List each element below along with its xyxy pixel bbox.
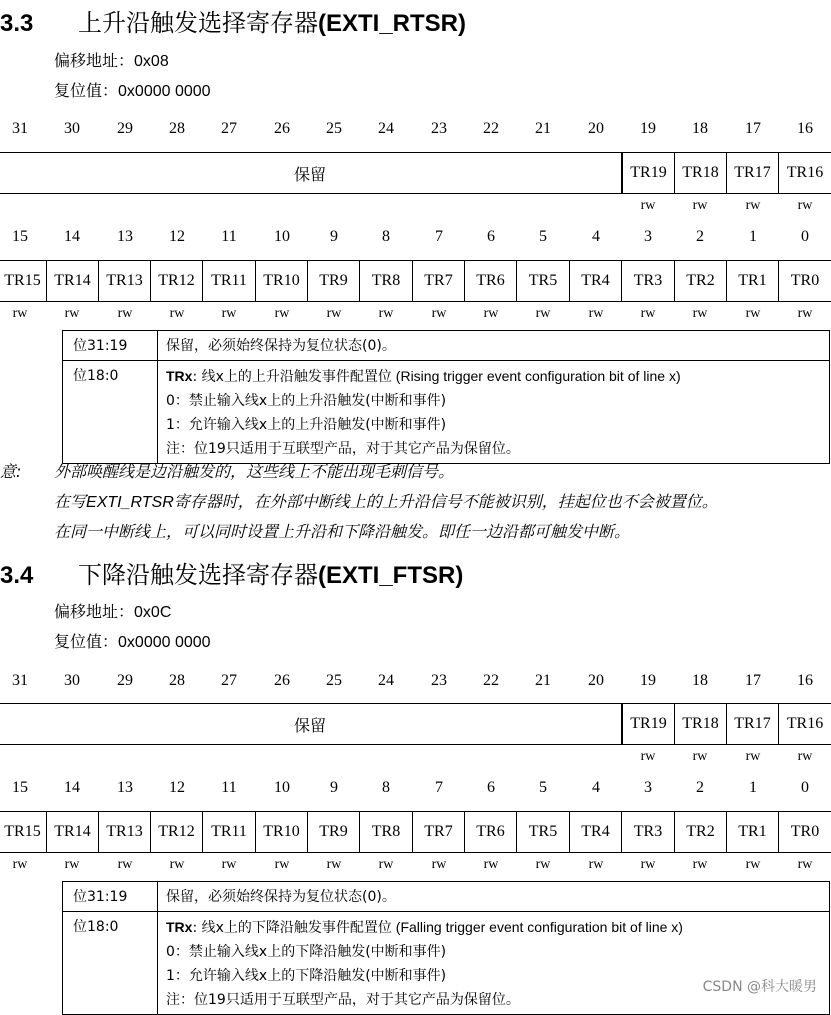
access-type: rw — [692, 857, 708, 872]
bit-number: 5 — [539, 228, 547, 245]
bit-number: 17 — [745, 672, 761, 689]
access-type: rw — [745, 198, 761, 213]
description-line: 1：允许输入线x上的下降沿触发(中断和事件) — [166, 968, 447, 984]
access-type: rw — [431, 857, 447, 872]
bit-number: 14 — [64, 779, 80, 796]
reserved-field: 保留 — [0, 152, 622, 194]
description-title — [166, 915, 823, 940]
access-type: rw — [535, 306, 551, 321]
bit-field-tr9: TR9 — [307, 811, 360, 853]
bit-description: 保留，必须始终保持为复位状态(0)。 — [158, 331, 830, 361]
section-name: 上升沿触发选择寄存器 — [78, 9, 318, 37]
bit-number: 15 — [12, 779, 28, 796]
bit-field-tr3: TR3 — [621, 260, 675, 302]
bit-number: 22 — [483, 120, 499, 137]
bit-number: 4 — [592, 228, 600, 245]
reset-value — [54, 629, 211, 652]
offset-label: 偏移地址： — [54, 51, 135, 70]
bit-number: 18 — [692, 120, 708, 137]
table-row — [63, 912, 830, 1015]
access-type: rw — [745, 306, 761, 321]
bit-field-tr11: TR11 — [202, 260, 256, 302]
access-type: rw — [483, 306, 499, 321]
access-type: rw — [692, 198, 708, 213]
bit-field-tr10: TR10 — [255, 811, 308, 853]
bit-number: 13 — [117, 779, 133, 796]
access-type: rw — [797, 306, 813, 321]
section-name: 下降沿触发选择寄存器 — [78, 561, 318, 589]
note-line: 外部唤醒线是边沿触发的，这些线上不能出现毛刺信号。 — [54, 462, 455, 481]
bit-field-tr13: TR13 — [98, 811, 151, 853]
bit-field-tr18: TR18 — [674, 703, 727, 745]
bit-number: 12 — [169, 228, 185, 245]
bit-number: 25 — [326, 120, 342, 137]
bit-field-tr4: TR4 — [569, 260, 622, 302]
bit-number: 13 — [117, 228, 133, 245]
field-title-english: (Rising trigger event configuration bit of line x) — [391, 368, 681, 384]
bit-number: 1 — [749, 228, 757, 245]
reset-label: 复位值： — [54, 81, 119, 100]
field-title: : 线x上的下降沿触发事件配置位 — [192, 920, 392, 936]
access-type: rw — [117, 857, 133, 872]
note-line: 在同一中断线上，可以同时设置上升沿和下降沿触发。即任一边沿都可触发中断。 — [54, 522, 631, 541]
bit-number: 30 — [64, 672, 80, 689]
bit-number: 8 — [382, 779, 390, 796]
access-type: rw — [797, 198, 813, 213]
bit-number: 24 — [378, 672, 394, 689]
bit-field-tr3: TR3 — [621, 811, 675, 853]
reset-value-text: 0x0000 0000 — [118, 634, 211, 651]
description-title — [166, 364, 823, 389]
bit-field-tr5: TR5 — [516, 811, 570, 853]
bit-field-tr7: TR7 — [412, 811, 465, 853]
access-type: rw — [692, 749, 708, 764]
bit-field-tr19: TR19 — [622, 152, 675, 194]
bit-field-tr14: TR14 — [46, 260, 99, 302]
bit-number: 9 — [330, 779, 338, 796]
bit-number: 7 — [435, 228, 443, 245]
access-type: rw — [797, 857, 813, 872]
bit-field-tr2: TR2 — [674, 811, 727, 853]
bit-field-tr12: TR12 — [150, 260, 203, 302]
bit-number: 30 — [64, 120, 80, 137]
bit-number: 24 — [378, 120, 394, 137]
bit-number: 2 — [696, 228, 704, 245]
table-row — [63, 882, 830, 912]
access-type: rw — [692, 306, 708, 321]
access-type: rw — [745, 749, 761, 764]
bit-number: 16 — [797, 120, 813, 137]
bit-number: 31 — [12, 120, 28, 137]
bit-field-tr0: TR0 — [778, 811, 831, 853]
access-type: rw — [64, 306, 80, 321]
bit-field-tr8: TR8 — [359, 811, 413, 853]
bit-number: 27 — [221, 672, 237, 689]
section-title — [0, 3, 466, 38]
access-type: rw — [797, 749, 813, 764]
bit-number: 21 — [535, 672, 551, 689]
table-row — [63, 331, 830, 361]
bit-number: 23 — [431, 672, 447, 689]
bit-number: 7 — [435, 779, 443, 796]
table-row — [63, 361, 830, 464]
bit-range: 位31:19 — [63, 882, 158, 912]
reset-value-text: 0x0000 0000 — [118, 83, 211, 100]
bit-number: 19 — [640, 120, 656, 137]
access-type: rw — [12, 306, 28, 321]
bit-number: 0 — [801, 779, 809, 796]
bit-number: 26 — [274, 120, 290, 137]
bit-range: 位18:0 — [63, 361, 158, 464]
bit-field-tr17: TR17 — [726, 703, 779, 745]
bit-number: 11 — [221, 228, 237, 245]
bit-field-tr14: TR14 — [46, 811, 99, 853]
bit-field-tr2: TR2 — [674, 260, 727, 302]
bit-number: 20 — [588, 672, 604, 689]
offset-value: 0x0C — [134, 604, 172, 621]
access-type: rw — [221, 857, 237, 872]
bit-number: 8 — [382, 228, 390, 245]
bit-field-tr6: TR6 — [464, 260, 517, 302]
note-text: 在写 — [54, 492, 87, 511]
access-type: rw — [431, 306, 447, 321]
access-type: rw — [483, 857, 499, 872]
bit-number: 2 — [696, 779, 704, 796]
bit-number: 20 — [588, 120, 604, 137]
note-label: 意: — [0, 462, 22, 481]
bit-number: 15 — [12, 228, 28, 245]
offset-label: 偏移地址： — [54, 602, 135, 621]
field-name: TRx — [166, 919, 193, 935]
access-type: rw — [117, 306, 133, 321]
bit-range: 位31:19 — [63, 331, 158, 361]
bit-number: 6 — [487, 228, 495, 245]
bit-field-tr18: TR18 — [674, 152, 727, 194]
access-type: rw — [588, 306, 604, 321]
bit-description: 保留，必须始终保持为复位状态(0)。 — [158, 882, 830, 912]
offset-address — [54, 48, 169, 71]
bit-number: 10 — [274, 779, 290, 796]
bit-field-tr15: TR15 — [0, 811, 47, 853]
bit-number: 12 — [169, 779, 185, 796]
access-type: rw — [640, 749, 656, 764]
access-type: rw — [378, 857, 394, 872]
field-title: : 线x上的上升沿触发事件配置位 — [192, 369, 392, 385]
access-type: rw — [64, 857, 80, 872]
reset-label: 复位值： — [54, 632, 119, 651]
offset-address — [54, 599, 171, 622]
bit-field-tr4: TR4 — [569, 811, 622, 853]
bit-number: 4 — [592, 779, 600, 796]
bit-number: 22 — [483, 672, 499, 689]
access-type: rw — [12, 857, 28, 872]
bit-number: 19 — [640, 672, 656, 689]
bit-field-tr5: TR5 — [516, 260, 570, 302]
bit-field-tr9: TR9 — [307, 260, 360, 302]
bit-number: 21 — [535, 120, 551, 137]
access-type: rw — [221, 306, 237, 321]
bit-number: 28 — [169, 120, 185, 137]
bit-number: 11 — [221, 779, 237, 796]
description-line: 注：位19只适用于互联型产品，对于其它产品为保留位。 — [166, 441, 520, 457]
access-type: rw — [169, 306, 185, 321]
description-line: 1：允许输入线x上的上升沿触发(中断和事件) — [166, 417, 447, 433]
access-type: rw — [326, 306, 342, 321]
access-type: rw — [169, 857, 185, 872]
access-type: rw — [535, 857, 551, 872]
field-name: TRx — [166, 368, 193, 384]
access-type: rw — [640, 198, 656, 213]
bit-field-tr13: TR13 — [98, 260, 151, 302]
bit-field-tr0: TR0 — [778, 260, 831, 302]
bit-number: 28 — [169, 672, 185, 689]
access-type: rw — [640, 857, 656, 872]
bit-number: 23 — [431, 120, 447, 137]
section-title — [0, 555, 463, 590]
bit-number: 5 — [539, 779, 547, 796]
bit-field-tr8: TR8 — [359, 260, 413, 302]
bit-field-tr1: TR1 — [726, 811, 779, 853]
description-line: 注：位19只适用于互联型产品，对于其它产品为保留位。 — [166, 992, 520, 1008]
bit-description — [158, 361, 830, 464]
bit-number: 14 — [64, 228, 80, 245]
access-type: rw — [274, 306, 290, 321]
bit-field-tr10: TR10 — [255, 260, 308, 302]
bit-field-tr7: TR7 — [412, 260, 465, 302]
access-type: rw — [378, 306, 394, 321]
bit-number: 26 — [274, 672, 290, 689]
note-text: 寄存器时，在外部中断线上的上升沿信号不能被识别，挂起位也不会被置位。 — [173, 492, 718, 511]
bit-number: 9 — [330, 228, 338, 245]
bit-field-tr11: TR11 — [202, 811, 256, 853]
bit-number: 1 — [749, 779, 757, 796]
bit-number: 29 — [117, 672, 133, 689]
access-type: rw — [326, 857, 342, 872]
bit-number: 25 — [326, 672, 342, 689]
bit-field-tr15: TR15 — [0, 260, 47, 302]
bit-description — [158, 912, 830, 1015]
bit-number: 31 — [12, 672, 28, 689]
bit-number: 10 — [274, 228, 290, 245]
bit-field-tr16: TR16 — [778, 152, 831, 194]
bit-number: 17 — [745, 120, 761, 137]
section-number: 3.3 — [0, 10, 34, 37]
bit-field-tr6: TR6 — [464, 811, 517, 853]
access-type: rw — [588, 857, 604, 872]
bit-number: 0 — [801, 228, 809, 245]
note-keyword: EXTI_RTSR — [86, 494, 174, 511]
description-line: 0：禁止输入线x上的下降沿触发(中断和事件) — [166, 944, 447, 960]
bit-number: 27 — [221, 120, 237, 137]
section-number: 3.4 — [0, 562, 34, 589]
offset-value: 0x08 — [134, 53, 169, 70]
bit-field-tr16: TR16 — [778, 703, 831, 745]
bit-range: 位18:0 — [63, 912, 158, 1015]
bit-field-tr17: TR17 — [726, 152, 779, 194]
bit-number: 18 — [692, 672, 708, 689]
section-register-code: (EXTI_FTSR) — [318, 562, 464, 589]
description-line: 0：禁止输入线x上的上升沿触发(中断和事件) — [166, 393, 447, 409]
field-title-english: (Falling trigger event configuration bit of line x) — [391, 919, 683, 935]
section-register-code: (EXTI_RTSR) — [318, 10, 467, 37]
watermark: CSDN @科大暖男 — [702, 979, 817, 995]
bit-field-tr1: TR1 — [726, 260, 779, 302]
access-type: rw — [274, 857, 290, 872]
bit-number: 29 — [117, 120, 133, 137]
bit-number: 6 — [487, 779, 495, 796]
access-type: rw — [745, 857, 761, 872]
bit-description-table — [62, 330, 830, 464]
note-line — [54, 489, 718, 512]
bit-field-tr19: TR19 — [622, 703, 675, 745]
bit-number: 3 — [644, 228, 652, 245]
reserved-field: 保留 — [0, 703, 622, 745]
reset-value — [54, 78, 211, 101]
bit-number: 16 — [797, 672, 813, 689]
access-type: rw — [640, 306, 656, 321]
bit-field-tr12: TR12 — [150, 811, 203, 853]
bit-number: 3 — [644, 779, 652, 796]
